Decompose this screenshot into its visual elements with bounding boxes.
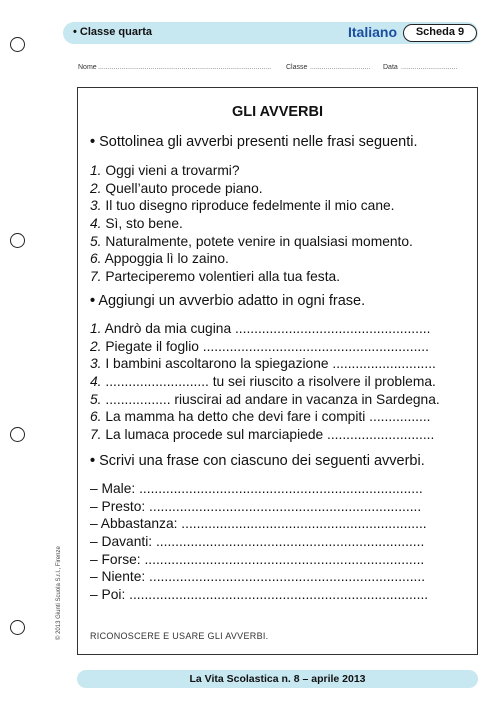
list-item[interactable]: – Abbastanza: ................................................................ bbox=[90, 516, 427, 532]
binder-hole-top bbox=[10, 37, 25, 52]
learning-objective: RICONOSCERE E USARE GLI AVVERBI. bbox=[90, 631, 269, 641]
section1-list bbox=[90, 162, 470, 286]
list-item[interactable]: – Presto: ....................................................................... bbox=[90, 498, 422, 514]
section1-heading bbox=[90, 134, 418, 150]
section3-list bbox=[90, 480, 470, 604]
worksheet-panel bbox=[77, 87, 478, 655]
list-item: 7. Parteciperemo volentieri alla tua festa. bbox=[90, 269, 341, 285]
date-field-label: Data bbox=[383, 64, 398, 71]
list-item[interactable]: 6. La mamma ha detto che devi fare i compiti ................ bbox=[90, 409, 431, 425]
list-item[interactable]: – Male: .......................................................................... bbox=[90, 481, 423, 496]
list-item[interactable]: 4. ........................... tu sei riuscito a risolvere il problema. bbox=[90, 374, 436, 390]
list-item[interactable]: – Poi: .............................................................................. bbox=[90, 587, 429, 603]
list-item: 1. Oggi vieni a trovarmi? bbox=[90, 163, 240, 178]
list-item[interactable]: – Forse: ......................................................................... bbox=[90, 551, 425, 567]
class-label: • Classe quarta bbox=[73, 26, 153, 38]
list-item: 4. Sì, sto bene. bbox=[90, 216, 183, 232]
list-item[interactable]: – Davanti: ...................................................................... bbox=[90, 534, 425, 550]
list-item: 6. Appoggia lì lo zaino. bbox=[90, 251, 229, 267]
list-item: 5. Naturalmente, potete venire in qualsiasi momento. bbox=[90, 233, 413, 249]
section2-list bbox=[90, 320, 470, 444]
section2-heading-text: Aggiungi un avverbio adatto in ogni frase. bbox=[98, 293, 366, 309]
header-bar bbox=[63, 22, 478, 44]
list-item[interactable]: 5. ................. riuscirai ad andare in vacanza in Sardegna. bbox=[90, 391, 440, 407]
copyright-text: © 2013 Giunti Scuola S.r.l., Firenze bbox=[56, 546, 62, 640]
bullet-icon: • bbox=[90, 134, 96, 150]
date-field-line[interactable]: ............................. bbox=[401, 64, 458, 71]
section2-heading bbox=[90, 293, 365, 309]
list-item[interactable]: – Niente: ........................................................................ bbox=[90, 569, 426, 585]
worksheet-title: GLI AVVERBI bbox=[231, 104, 324, 120]
class-field-label: Classe bbox=[286, 64, 308, 71]
bullet-icon: • bbox=[90, 293, 96, 309]
section3-heading-text: Scrivi una frase con ciascuno dei seguenti avverbi. bbox=[99, 453, 425, 469]
list-item: 2. Quell’auto procede piano. bbox=[90, 180, 263, 196]
subject-label: Italiano bbox=[348, 24, 398, 40]
sheet-badge: Scheda 9 bbox=[403, 24, 477, 42]
binder-hole-upper-middle bbox=[10, 233, 25, 248]
name-field-label: Nome bbox=[78, 64, 97, 71]
list-item[interactable]: 3. I bambini ascoltarono la spiegazione ........................... bbox=[90, 356, 436, 372]
list-item[interactable]: 2. Piegate il foglio ........................................................... bbox=[90, 338, 429, 354]
section3-heading bbox=[90, 453, 425, 469]
name-field-line[interactable]: ......................................................................................... bbox=[98, 64, 272, 71]
binder-hole-bottom bbox=[10, 620, 25, 635]
magazine-footer: La Vita Scolastica n. 8 – aprile 2013 bbox=[77, 670, 478, 688]
list-item[interactable]: 1. Andrò da mia cugina ................................................... bbox=[90, 321, 431, 336]
class-field-line[interactable]: ............................... bbox=[310, 64, 371, 71]
binder-hole-lower-middle bbox=[10, 427, 25, 442]
bullet-icon: • bbox=[90, 453, 96, 469]
list-item: 3. Il tuo disegno riproduce fedelmente il mio cane. bbox=[90, 198, 395, 214]
list-item[interactable]: 7. La lumaca procede sul marciapiede ............................ bbox=[90, 427, 435, 443]
section1-heading-text: Sottolinea gli avverbi presenti nelle frasi seguenti. bbox=[99, 134, 418, 150]
